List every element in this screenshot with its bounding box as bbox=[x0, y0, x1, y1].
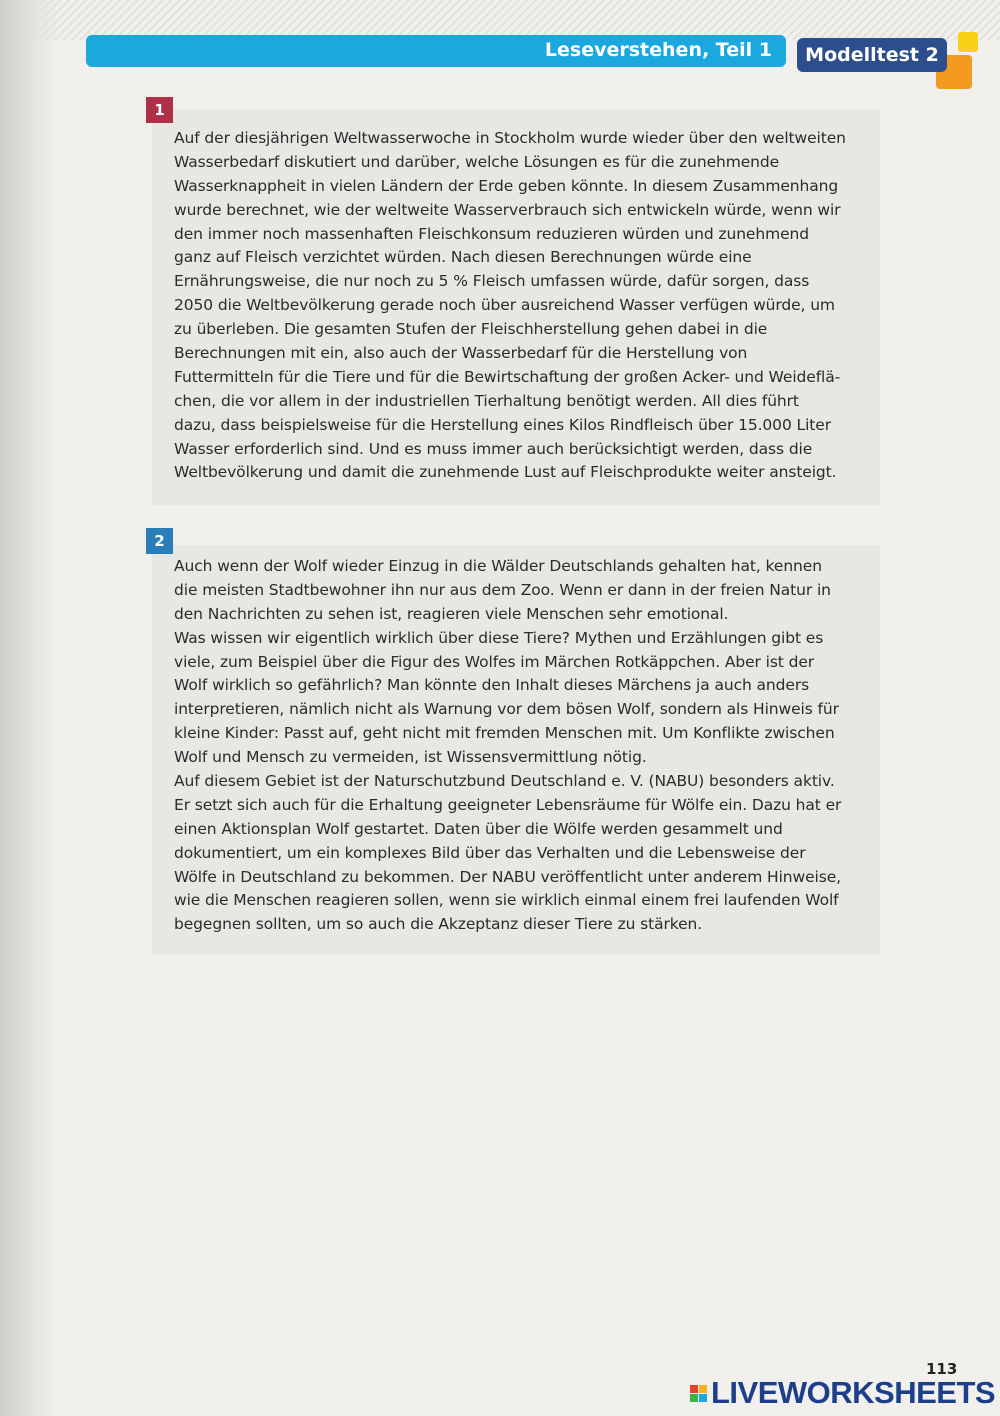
text-line: Wölfe in Deutschland zu bekommen. Der NABU veröffentlicht unter anderem Hinweise, bbox=[174, 867, 841, 886]
logo-text: LIVEWORKSHEETS bbox=[711, 1375, 996, 1410]
text-line: kleine Kinder: Passt auf, geht nicht mit fremden Menschen mit. Um Konflikte zwischen bbox=[174, 724, 835, 743]
text-line: Auch wenn der Wolf wieder Einzug in die Wälder Deutschlands gehalten hat, kennen bbox=[174, 557, 822, 575]
section-header-bar bbox=[86, 35, 786, 67]
page-binding-shadow bbox=[0, 0, 60, 1416]
text-line: chen, die vor allem in der industriellen Tierhaltung benötigt werden. All dies führt bbox=[174, 391, 799, 410]
text-line: ganz auf Fleisch verzichtet würden. Nach diesen Berechnungen würde eine bbox=[174, 248, 752, 267]
page-number: 113 bbox=[926, 1360, 958, 1378]
text-number-badge-2: 2 bbox=[146, 528, 173, 554]
text-line: interpretieren, nämlich nicht als Warnung vor dem bösen Wolf, sondern als Hinweis für bbox=[174, 700, 839, 719]
liveworksheets-logo-icon bbox=[690, 1385, 707, 1402]
text-line: Berechnungen mit ein, also auch der Wasserbedarf für die Herstellung von bbox=[174, 344, 748, 363]
text-line: viele, zum Beispiel über die Figur des Wolfes im Märchen Rotkäppchen. Aber ist der bbox=[174, 652, 815, 671]
text-line: wurde berechnet, wie der weltweite Wasserverbrauch sich entwickeln würde, wenn wir bbox=[174, 200, 841, 219]
text-line: wie die Menschen reagieren sollen, wenn sie wirklich einmal einem frei laufenden Wolf bbox=[174, 891, 839, 910]
text-line: einen Aktionsplan Wolf gestartet. Daten über die Wölfe werden gesammelt und bbox=[174, 819, 783, 838]
text-number-badge-1: 1 bbox=[146, 97, 173, 123]
text-line: den immer noch massenhaften Fleischkonsum reduzieren würden und zunehmend bbox=[174, 224, 809, 243]
text-line: Wasser erforderlich sind. Und es muss immer auch berücksichtigt werden, dass die bbox=[174, 439, 813, 458]
liveworksheets-logo[interactable] bbox=[690, 1376, 995, 1410]
text-line: Weltbevölkerung und damit die zunehmende Lust auf Fleischprodukte weiter ansteigt. bbox=[174, 463, 837, 482]
text-line: zu überleben. Die gesamten Stufen der Fleischherstellung gehen dabei in die bbox=[174, 320, 768, 339]
text-line: dokumentiert, um ein komplexes Bild über das Verhalten und die Lebensweise der bbox=[174, 843, 806, 862]
text-line: begegnen sollten, um so auch die Akzeptanz dieser Tiere zu stärken. bbox=[174, 915, 703, 934]
decorative-square-yellow bbox=[958, 32, 978, 52]
section-title: Leseverstehen, Teil 1 bbox=[544, 39, 772, 61]
top-edge-texture bbox=[0, 0, 1000, 40]
text-line: Auf der diesjährigen Weltwasserwoche in Stockholm wurde wieder über den weltweiten bbox=[174, 129, 846, 147]
text-line: Er setzt sich auch für die Erhaltung geeigneter Lebensräume für Wölfe ein. Dazu hat er bbox=[174, 795, 842, 814]
reading-text-2 bbox=[174, 555, 874, 937]
text-line: Was wissen wir eigentlich wirklich über diese Tiere? Mythen und Erzählungen gibt es bbox=[174, 628, 824, 647]
text-line: Wolf und Mensch zu vermeiden, ist Wissensvermittlung nötig. bbox=[174, 748, 647, 767]
text-line: dazu, dass beispielsweise für die Herstellung eines Kilos Rindfleisch über 15.000 Liter bbox=[174, 415, 831, 434]
text-line: den Nachrichten zu sehen ist, reagieren viele Menschen sehr emotional. bbox=[174, 604, 729, 623]
modelltest-badge: Modelltest 2 bbox=[797, 38, 947, 72]
text-line: 2050 die Weltbevölkerung gerade noch über ausreichend Wasser verfügen würde, um bbox=[174, 296, 835, 315]
text-line: Ernährungsweise, die nur noch zu 5 % Fleisch umfassen würde, dafür sorgen, dass bbox=[174, 272, 810, 291]
text-line: Auf diesem Gebiet ist der Naturschutzbund Deutschland e. V. (NABU) besonders aktiv. bbox=[174, 772, 835, 791]
text-line: Wasserbedarf diskutiert und darüber, welche Lösungen es für die zunehmende bbox=[174, 152, 780, 171]
text-line: Wasserknappheit in vielen Ländern der Erde geben könnte. In diesem Zusammenhang bbox=[174, 176, 839, 195]
text-line: die meisten Stadtbewohner ihn nur aus dem Zoo. Wenn er dann in der freien Natur in bbox=[174, 580, 831, 599]
text-line: Futtermitteln für die Tiere und für die Bewirtschaftung der großen Acker- und Weideflä- bbox=[174, 367, 841, 386]
reading-text-1 bbox=[174, 127, 874, 485]
text-line: Wolf wirklich so gefährlich? Man könnte den Inhalt dieses Märchens ja auch anders bbox=[174, 676, 810, 695]
